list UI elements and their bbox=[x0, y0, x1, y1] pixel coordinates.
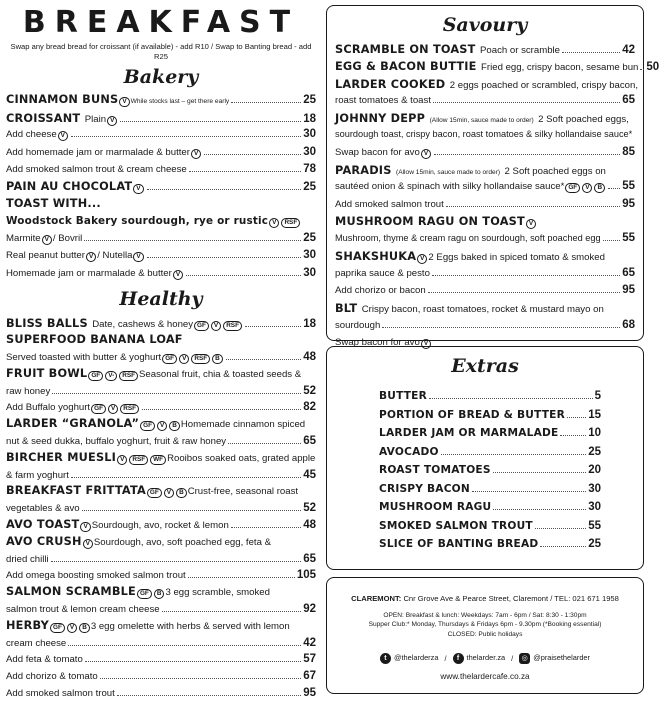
extras-list bbox=[335, 387, 635, 554]
menu-item-avo-toast: AVO TOAST V Sourdough, avo, rocket & lemon 48 bbox=[6, 518, 316, 532]
menu-item-salmon-scramble-line2: salmon trout & lemon cream cheese 92 bbox=[6, 603, 316, 616]
instagram-link[interactable]: ◎ @praisethelarder bbox=[519, 653, 590, 664]
menu-item-shakshuka: SHAKSHUKA V 2 Eggs baked in spiced tomato & smoked bbox=[335, 249, 605, 263]
extras-item bbox=[335, 387, 635, 406]
extras-item bbox=[335, 517, 635, 536]
hours-line-2: Supper Club:* Monday, Thursdays & Fridays 6pm - 9.30pm (*Booking essential) bbox=[368, 621, 602, 629]
menu-item-avo-crush: AVO CRUSH V Sourdough, avo, soft poached egg, feta & bbox=[6, 534, 271, 548]
menu-item-woodstock-bread: Woodstock Bakery sourdough, rye or rustic V RSF bbox=[6, 213, 316, 230]
menu-addon-chorizo: Add chorizo & tomato 67 bbox=[6, 670, 316, 683]
menu-addon-feta: Add feta & tomato 57 bbox=[6, 653, 316, 666]
menu-addon-shakshuka: Add chorizo or bacon 95 bbox=[335, 284, 635, 297]
menu-item-toast-with: TOAST WITH... bbox=[6, 197, 101, 211]
info-panel bbox=[326, 577, 644, 694]
menu-item-banana-served: Served toasted with butter & yoghurt GF V RSF B 48 bbox=[6, 350, 316, 363]
menu-item-granola-line2: nut & seed dukka, buffalo yoghurt, fruit & raw honey 65 bbox=[6, 435, 316, 448]
address-line bbox=[335, 594, 635, 603]
menu-item-larder-cooked: LARDER COOKED 2 eggs poached or scrambled, crispy bacon, bbox=[335, 77, 639, 91]
menu-addon-omega: Add omega boosting smoked salmon trout 105 bbox=[6, 569, 316, 582]
extras-item-name: AVOCADO bbox=[379, 445, 439, 458]
address-text: Cnr Grove Ave & Pearce Street, Claremont / TEL: 021 671 1958 bbox=[403, 594, 619, 603]
extras-heading: Extras bbox=[451, 355, 519, 377]
menu-item-croissant: CROISSANT Plain V 18 bbox=[6, 112, 316, 125]
menu-item-bliss-balls: BLISS BALLS Date, cashews & honey GF V RSF 18 bbox=[6, 316, 316, 330]
menu-item-johnny-depp: JOHNNY DEPP (Allow 15min, sauce made to order) 2 Soft poached eggs, bbox=[335, 112, 629, 126]
healthy-heading: Healthy bbox=[119, 287, 203, 310]
menu-item-mushroom-ragu-line2: Mushroom, thyme & cream ragu on sourdough, soft poached egg 55 bbox=[335, 232, 635, 245]
location-label: CLAREMONT: bbox=[351, 594, 402, 603]
menu-addon-jam: Add homemade jam or marmalade & butter V 30 bbox=[6, 145, 316, 158]
menu-addon-cheese: Add cheese V 30 bbox=[6, 128, 316, 141]
menu-item-pain-au-chocolat: PAIN AU CHOCOLAT V 25 bbox=[6, 180, 316, 194]
menu-addon-salmon: Add smoked salmon trout & cream cheese 78 bbox=[6, 162, 316, 175]
extras-item-name: ROAST TOMATOES bbox=[379, 464, 491, 476]
extras-item bbox=[335, 461, 635, 480]
extras-item-price: 10 bbox=[588, 427, 601, 439]
menu-addon-buffalo: Add Buffalo yoghurt GF V RSF 82 bbox=[6, 401, 316, 414]
extras-item-name: MUSHROOM RAGU bbox=[379, 501, 492, 513]
menu-addon-paradis-salmon: Add smoked salmon trout 95 bbox=[335, 197, 635, 210]
menu-item-herby-line2: cream cheese 42 bbox=[6, 636, 316, 649]
bakery-heading: Bakery bbox=[123, 66, 199, 88]
extras-item bbox=[335, 443, 635, 462]
extras-item bbox=[335, 424, 635, 443]
menu-item-frittata-line2: vegetables & avo 52 bbox=[6, 502, 316, 515]
menu-item-paradis: PARADIS (Allow 15min, sauce made to order) 2 Soft poached eggs on bbox=[335, 164, 606, 178]
menu-item-bircher-line2: & farm yoghurt 45 bbox=[6, 468, 316, 481]
extras-item-price: 15 bbox=[588, 408, 601, 421]
menu-item-marmite: Marmite V / Bovril 25 bbox=[6, 232, 316, 245]
menu-addon-blt-swap: Swap bacon for avo V bbox=[335, 334, 635, 351]
twitter-link[interactable]: t @thelarderza bbox=[380, 653, 438, 664]
extras-item-price: 30 bbox=[588, 501, 601, 513]
menu-item-scramble-on-toast: SCRAMBLE ON TOAST Poach or scramble 42 bbox=[335, 43, 635, 56]
extras-item-price: 20 bbox=[588, 464, 601, 476]
extras-item bbox=[335, 535, 635, 554]
website-link[interactable]: www.thelardercafe.co.za bbox=[440, 672, 530, 682]
extras-item bbox=[335, 480, 635, 499]
facebook-icon: f bbox=[453, 653, 464, 664]
twitter-icon: t bbox=[380, 653, 391, 664]
extras-item-name: SLICE OF BANTING BREAD bbox=[379, 538, 539, 550]
extras-item-price: 5 bbox=[594, 390, 601, 402]
extras-item-price: 25 bbox=[588, 445, 601, 458]
hours-line-1: OPEN: Breakfast & lunch: Weekdays: 7am - 6pm / Sat: 8:30 - 1:30pm bbox=[383, 612, 587, 619]
extras-panel bbox=[326, 346, 644, 570]
menu-item-bircher: BIRCHER MUESLI V RSF WF Rooibos soaked oats, grated apple bbox=[6, 450, 316, 464]
extras-item-price: 55 bbox=[588, 519, 601, 532]
extras-item-price: 30 bbox=[588, 482, 601, 495]
menu-item-fruit-bowl-line2: raw honey 52 bbox=[6, 384, 316, 397]
instagram-icon: ◎ bbox=[519, 653, 530, 664]
menu-item-avo-crush-line2: dried chilli 65 bbox=[6, 552, 316, 565]
menu-item-egg-bacon-buttie: EGG & BACON BUTTIE Fried egg, crispy bacon, sesame bun 50 bbox=[335, 60, 659, 74]
menu-item-peanut-butter: Real peanut butter V / Nutella V 30 bbox=[6, 249, 316, 262]
extras-item-name: CRISPY BACON bbox=[379, 482, 470, 495]
savoury-heading: Savoury bbox=[442, 14, 528, 36]
extras-item-name: BUTTER bbox=[379, 390, 427, 402]
extras-item-name: SMOKED SALMON TROUT bbox=[379, 519, 533, 532]
extras-item-price: 25 bbox=[588, 538, 601, 550]
extras-item bbox=[335, 406, 635, 425]
menu-item-cinnamon-buns: CINNAMON BUNS V While stocks last – get there early 25 bbox=[6, 93, 316, 106]
menu-item-johnny-depp-line3: Swap bacon for avo V 85 bbox=[335, 145, 635, 158]
menu-addon-smoked-salmon: Add smoked salmon trout 95 bbox=[6, 687, 316, 699]
social-links: t @thelarderza / f thelarder.za / ◎ @praisethelarder bbox=[335, 653, 635, 664]
menu-item-larder-cooked-line2: roast tomatoes & toast 65 bbox=[335, 93, 635, 106]
menu-item-paradis-line2: sautéed onion & spinach with silky hollandaise sauce* GF V B 55 bbox=[335, 180, 635, 193]
extras-item bbox=[335, 498, 635, 517]
menu-item-frittata: BREAKFAST FRITTATA GF V B Crust-free, seasonal roast bbox=[6, 484, 299, 498]
menu-item-fruit-bowl: FRUIT BOWL GF V- RSF Seasonal fruit, chia & toasted seeds & bbox=[6, 366, 302, 380]
menu-item-shakshuka-line2: paprika sauce & pesto 65 bbox=[335, 266, 635, 279]
menu-item-herby: HERBY GF V B 3 egg omelette with herbs & served with lemon bbox=[6, 618, 290, 632]
breakfast-title: BREAKFAST bbox=[22, 5, 300, 40]
menu-item-granola: LARDER “GRANOLA” GF V B Homemade cinnamon spiced bbox=[6, 417, 306, 431]
menu-item-banana-loaf: SUPERFOOD BANANA LOAF bbox=[6, 333, 183, 347]
bread-swap-note: Swap any bread bread for croissant (if available) - add R10 / Swap to Banting bread - add R25 bbox=[10, 42, 312, 61]
extras-item-name: PORTION OF BREAD & BUTTER bbox=[379, 408, 565, 421]
left-column bbox=[6, 4, 316, 699]
closed-line: CLOSED: Public holidays bbox=[447, 630, 523, 638]
facebook-link[interactable]: f thelarder.za bbox=[453, 653, 506, 664]
menu-item-johnny-depp-line2: sourdough toast, crispy bacon, roast tomatoes & silky hollandaise sauce* bbox=[335, 129, 633, 140]
menu-item-salmon-scramble: SALMON SCRAMBLE GF B 3 egg scramble, smoked bbox=[6, 585, 270, 599]
extras-item-name: LARDER JAM OR MARMALADE bbox=[379, 427, 559, 439]
menu-item-blt-line2: sourdough 68 bbox=[335, 318, 635, 331]
menu-item-blt: BLT Crispy bacon, roast tomatoes, rocket & mustard mayo on bbox=[335, 302, 604, 316]
menu-item-homemade-jam: Homemade jam or marmalade & butter V 30 bbox=[6, 266, 316, 279]
savoury-panel bbox=[326, 5, 659, 349]
menu-item-mushroom-ragu: MUSHROOM RAGU ON TOAST V bbox=[335, 213, 635, 230]
